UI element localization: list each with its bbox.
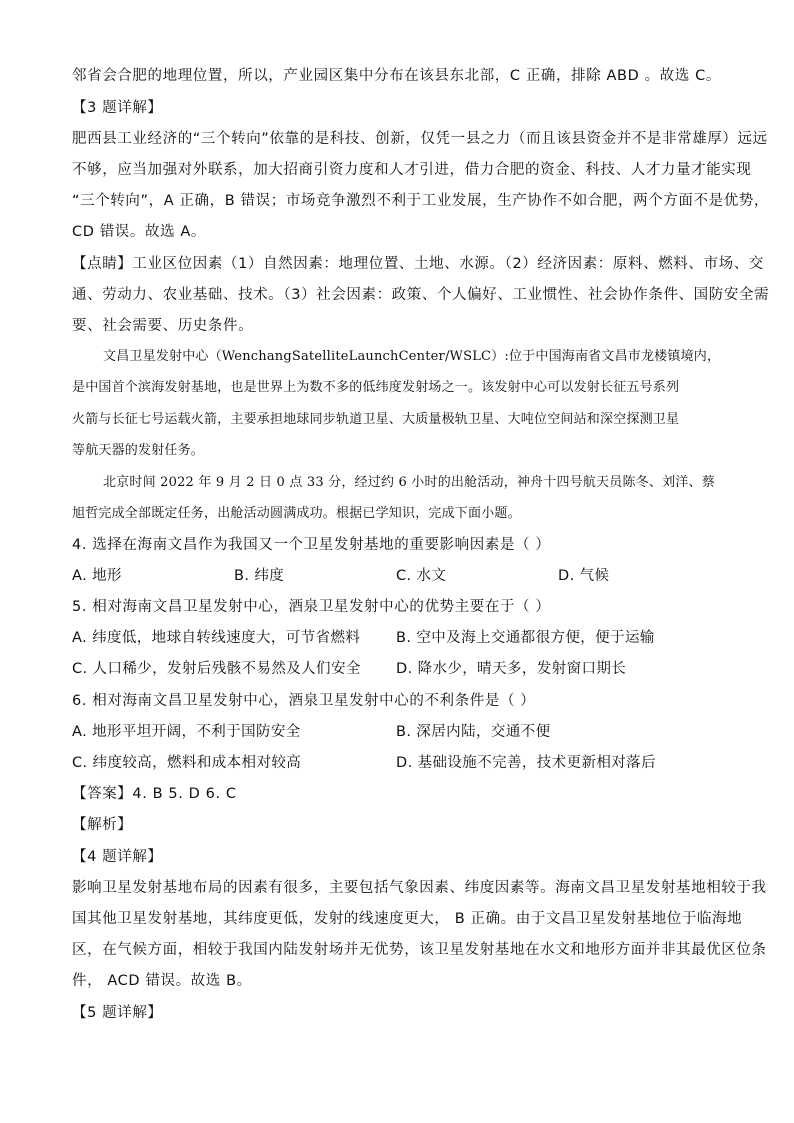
material-line: 是中国首个滨海发射基地，也是世界上为数不多的低纬度发射场之一。该发射中心可以发射长征五号系列: [72, 380, 680, 395]
question-6: 6. 相对海南文昌卫星发射中心，酒泉卫星发射中心的不利条件是（ ）: [72, 693, 536, 709]
material-line: 北京时间 2022 年 9 月 2 日 0 点 33 分，经过约 6 小时的出舱活动，神舟十四号航天员陈冬、刘洋、蔡: [103, 475, 715, 490]
q6-option-c: C. 纬度较高，燃料和成本相对较高: [72, 755, 302, 771]
q4-option-c: C. 水文: [396, 568, 447, 584]
q4-option-b: B. 纬度: [234, 568, 285, 584]
q6-option-d: D. 基础设施不完善，技术更新相对落后: [396, 755, 656, 771]
paragraph-line: 件， ACD 错误。故选 B。: [72, 973, 252, 989]
q6-option-a: A. 地形平坦开阔，不利于国防安全: [72, 724, 301, 740]
tip-line: 【点睛】工业区位因素（1）自然因素：地理位置、土地、水源。（2）经济因素：原料、燃料、市场、交: [72, 256, 764, 272]
tip-line: 要、社会需要、历史条件。: [72, 318, 254, 334]
q6-option-b: B. 深居内陆，交通不便: [396, 724, 551, 740]
section-heading-q5: 【5 题详解】: [72, 1005, 163, 1021]
paragraph-line: 邻省会合肥的地理位置，所以，产业园区集中分布在该县东北部，C 正确，排除 ABD 。故选 C。: [72, 68, 721, 84]
paragraph-line: CD 错误。故选 A。: [72, 224, 207, 240]
material-line: 等航天器的发射任务。: [72, 443, 205, 458]
paragraph-line: 影响卫星发射基地布局的因素有很多，主要包括气象因素、纬度因素等。海南文昌卫星发射基地相较于我: [72, 880, 767, 896]
paragraph-line: 不够，应当加强对外联系，加大招商引资力度和人才引进，借力合肥的资金、科技、人才力量才能实现: [72, 162, 752, 178]
q5-option-c: C. 人口稀少，发射后残骸不易然及人们安全: [72, 661, 361, 677]
material-line: 文昌卫星发射中心（WenchangSatelliteLaunchCenter/WSLC）:位于中国海南省文昌市龙楼镇境内，: [103, 349, 721, 364]
paragraph-line: 肥西县工业经济的“三个转向”依靠的是科技、创新，仅凭一县之力（而且该县资金并不是非常雄厚）远远: [72, 131, 768, 147]
section-heading-q4: 【4 题详解】: [72, 849, 163, 865]
answer-line: 【答案】4. B 5. D 6. C: [72, 786, 237, 802]
paragraph-line: “三个转向”，A 正确，B 错误；市场竞争激烈不利于工业发展，生产协作不如合肥，两个方面不是优势，: [72, 193, 770, 209]
q5-option-b: B. 空中及海上交通都很方便，便于运输: [396, 630, 655, 646]
q5-option-d: D. 降水少，晴天多，发射窗口期长: [396, 661, 627, 677]
q4-option-d: D. 气候: [558, 568, 610, 584]
material-line: 旭哲完成全部既定任务，出舱活动圆满成功。根据已学知识，完成下面小题。: [72, 506, 521, 521]
analysis-heading: 【解析】: [72, 817, 133, 833]
section-heading-q3: 【3 题详解】: [72, 100, 163, 116]
tip-line: 通、劳动力、农业基础、技术。（3）社会因素：政策、个人偏好、工业惯性、社会协作条件、国防安全需: [72, 287, 770, 303]
paragraph-line: 区，在气候方面，相较于我国内陆发射场并无优势，该卫星发射基地在水文和地形方面并非其最优区位条: [72, 942, 767, 958]
question-4: 4. 选择在海南文昌作为我国又一个卫星发射基地的重要影响因素是（ ）: [72, 537, 551, 553]
paragraph-line: 国其他卫星发射基地，其纬度更低，发射的线速度更大， B 正确。由于文昌卫星发射基地位于临海地: [72, 911, 743, 927]
q5-option-a: A. 纬度低，地球自转线速度大，可节省燃料: [72, 630, 361, 646]
material-line: 火箭与长征七号运载火箭，主要承担地球同步轨道卫星、大质量极轨卫星、大吨位空间站和深空探测卫星: [72, 412, 680, 427]
q4-option-a: A. 地形: [72, 568, 122, 584]
question-5: 5. 相对海南文昌卫星发射中心，酒泉卫星发射中心的优势主要在于（ ）: [72, 599, 551, 615]
